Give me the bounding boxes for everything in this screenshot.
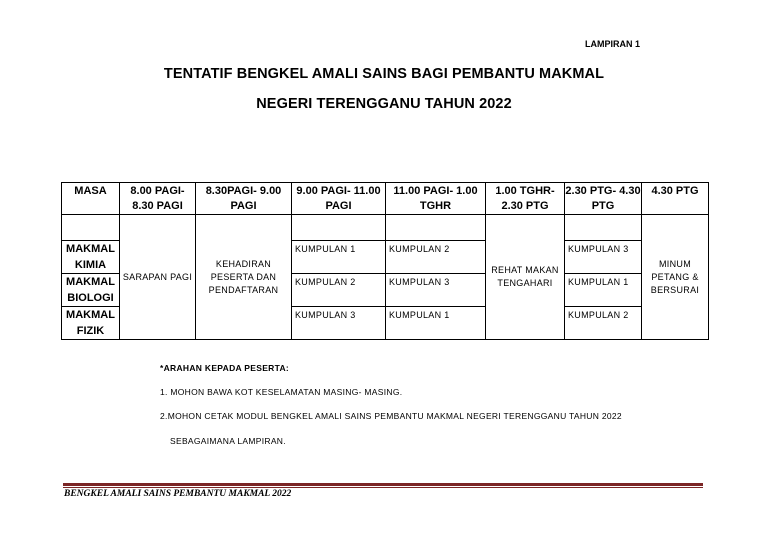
kumpulan-cell: KUMPULAN 3 xyxy=(292,307,386,340)
minum-cell: MINUM PETANG & BERSURAI xyxy=(642,215,709,340)
kehadiran-cell: KEHADIRAN PESERTA DAN PENDAFTARAN xyxy=(196,215,292,340)
footer-text: BENGKEL AMALI SAINS PEMBANTU MAKMAL 2022 xyxy=(64,489,292,499)
empty-cell xyxy=(292,215,386,241)
note-item-2: 2.MOHON CETAK MODUL BENGKEL AMALI SAINS PEMBANTU MAKMAL NEGERI TERENGGANU TAHUN 2022 xyxy=(160,411,622,421)
kumpulan-cell: KUMPULAN 1 xyxy=(565,274,642,307)
footer-divider xyxy=(63,483,703,486)
empty-cell xyxy=(386,215,486,241)
row-label-kimia: MAKMAL KIMIA xyxy=(62,241,120,274)
row-label-biologi: MAKMAL BIOLOGI xyxy=(62,274,120,307)
kumpulan-cell: KUMPULAN 2 xyxy=(565,307,642,340)
header-cell: 8.00 PAGI- 8.30 PAGI xyxy=(120,183,196,215)
header-cell: MASA xyxy=(62,183,120,215)
kumpulan-cell: KUMPULAN 3 xyxy=(386,274,486,307)
header-cell: 8.30PAGI- 9.00 PAGI xyxy=(196,183,292,215)
note-item-2-continued: SEBAGAIMANA LAMPIRAN. xyxy=(170,436,286,446)
table-header-row xyxy=(62,183,709,215)
empty-cell xyxy=(62,215,120,241)
sarapan-cell: SARAPAN PAGI xyxy=(120,215,196,340)
header-cell: 1.00 TGHR- 2.30 PTG xyxy=(486,183,565,215)
schedule-table xyxy=(61,182,709,340)
empty-cell xyxy=(565,215,642,241)
header-cell: 9.00 PAGI- 11.00 PAGI xyxy=(292,183,386,215)
row-label-fizik: MAKMAL FIZIK xyxy=(62,307,120,340)
notes-heading: *ARAHAN KEPADA PESERTA: xyxy=(160,363,290,373)
lampiran-label: LAMPIRAN 1 xyxy=(585,39,641,49)
kumpulan-cell: KUMPULAN 1 xyxy=(292,241,386,274)
header-cell: 2.30 PTG- 4.30 PTG xyxy=(565,183,642,215)
note-item-1: 1. MOHON BAWA KOT KESELAMATAN MASING- MASING. xyxy=(160,387,403,397)
header-cell: 11.00 PAGI- 1.00 TGHR xyxy=(386,183,486,215)
rehat-cell: REHAT MAKAN TENGAHARI xyxy=(486,215,565,340)
table-row xyxy=(62,215,709,241)
kumpulan-cell: KUMPULAN 2 xyxy=(386,241,486,274)
document-title-line-2: NEGERI TERENGGANU TAHUN 2022 xyxy=(256,96,512,112)
header-cell: 4.30 PTG xyxy=(642,183,709,215)
document-title-line-1: TENTATIF BENGKEL AMALI SAINS BAGI PEMBANTU MAKMAL xyxy=(163,66,605,82)
footer-divider-thin xyxy=(63,487,703,488)
kumpulan-cell: KUMPULAN 3 xyxy=(565,241,642,274)
kumpulan-cell: KUMPULAN 1 xyxy=(386,307,486,340)
kumpulan-cell: KUMPULAN 2 xyxy=(292,274,386,307)
